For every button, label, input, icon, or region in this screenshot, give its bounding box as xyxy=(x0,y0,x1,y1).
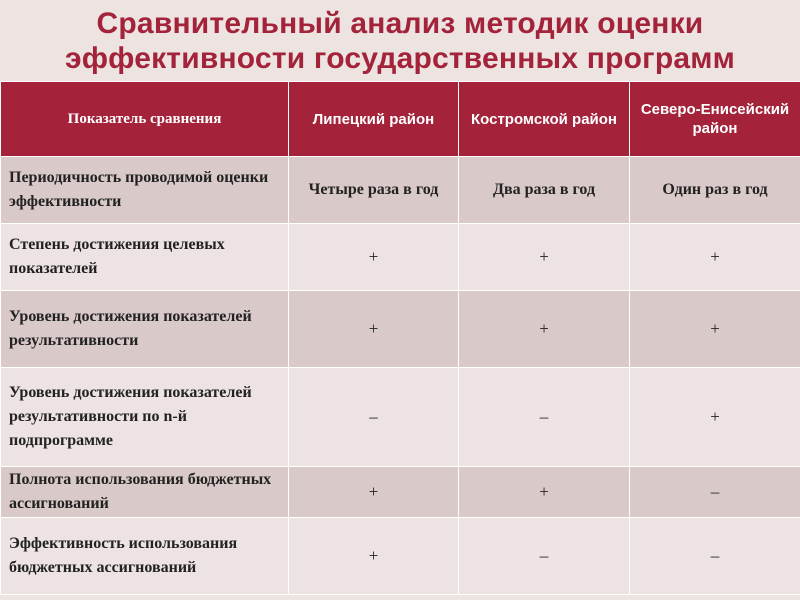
table-row xyxy=(1,467,800,518)
column-header-lipetsk: Липецкий район xyxy=(289,82,459,157)
table-row xyxy=(1,291,800,368)
cell-lipetsk: + xyxy=(289,224,459,291)
cell-severo-yeniseysk: + xyxy=(630,224,800,291)
slide-title xyxy=(0,6,800,76)
cell-kostroma: – xyxy=(459,518,630,595)
cell-lipetsk: Четыре раза в год xyxy=(289,157,459,224)
row-label: Полнота использования бюджетных ассигнований xyxy=(1,467,289,518)
comparison-table xyxy=(0,81,800,595)
cell-severo-yeniseysk: + xyxy=(630,291,800,368)
column-header-indicator: Показатель сравнения xyxy=(1,82,289,157)
column-header-kostroma: Костромской район xyxy=(459,82,630,157)
cell-lipetsk: – xyxy=(289,368,459,467)
cell-severo-yeniseysk: – xyxy=(630,518,800,595)
row-label: Уровень достижения показателей результативности xyxy=(1,291,289,368)
table-row xyxy=(1,518,800,595)
column-header-severo-yeniseysk: Северо-Енисейский район xyxy=(630,82,800,157)
row-label: Уровень достижения показателей результативности по n-й подпрограмме xyxy=(1,368,289,467)
cell-kostroma: Два раза в год xyxy=(459,157,630,224)
table-header-row xyxy=(1,82,800,157)
cell-kostroma: + xyxy=(459,467,630,518)
table-row xyxy=(1,157,800,224)
row-label: Эффективность использования бюджетных ассигнований xyxy=(1,518,289,595)
cell-severo-yeniseysk: – xyxy=(630,467,800,518)
cell-kostroma: + xyxy=(459,291,630,368)
cell-lipetsk: + xyxy=(289,518,459,595)
cell-severo-yeniseysk: Один раз в год xyxy=(630,157,800,224)
table-row xyxy=(1,224,800,291)
table-row xyxy=(1,368,800,467)
cell-kostroma: + xyxy=(459,224,630,291)
cell-severo-yeniseysk: + xyxy=(630,368,800,467)
cell-lipetsk: + xyxy=(289,467,459,518)
slide-title-line-1: Сравнительный анализ методик оценки xyxy=(96,7,704,40)
row-label: Периодичность проводимой оценки эффективности xyxy=(1,157,289,224)
row-label: Степень достижения целевых показателей xyxy=(1,224,289,291)
slide-title-line-2: эффективности государственных программ xyxy=(64,42,736,75)
cell-lipetsk: + xyxy=(289,291,459,368)
cell-kostroma: – xyxy=(459,368,630,467)
